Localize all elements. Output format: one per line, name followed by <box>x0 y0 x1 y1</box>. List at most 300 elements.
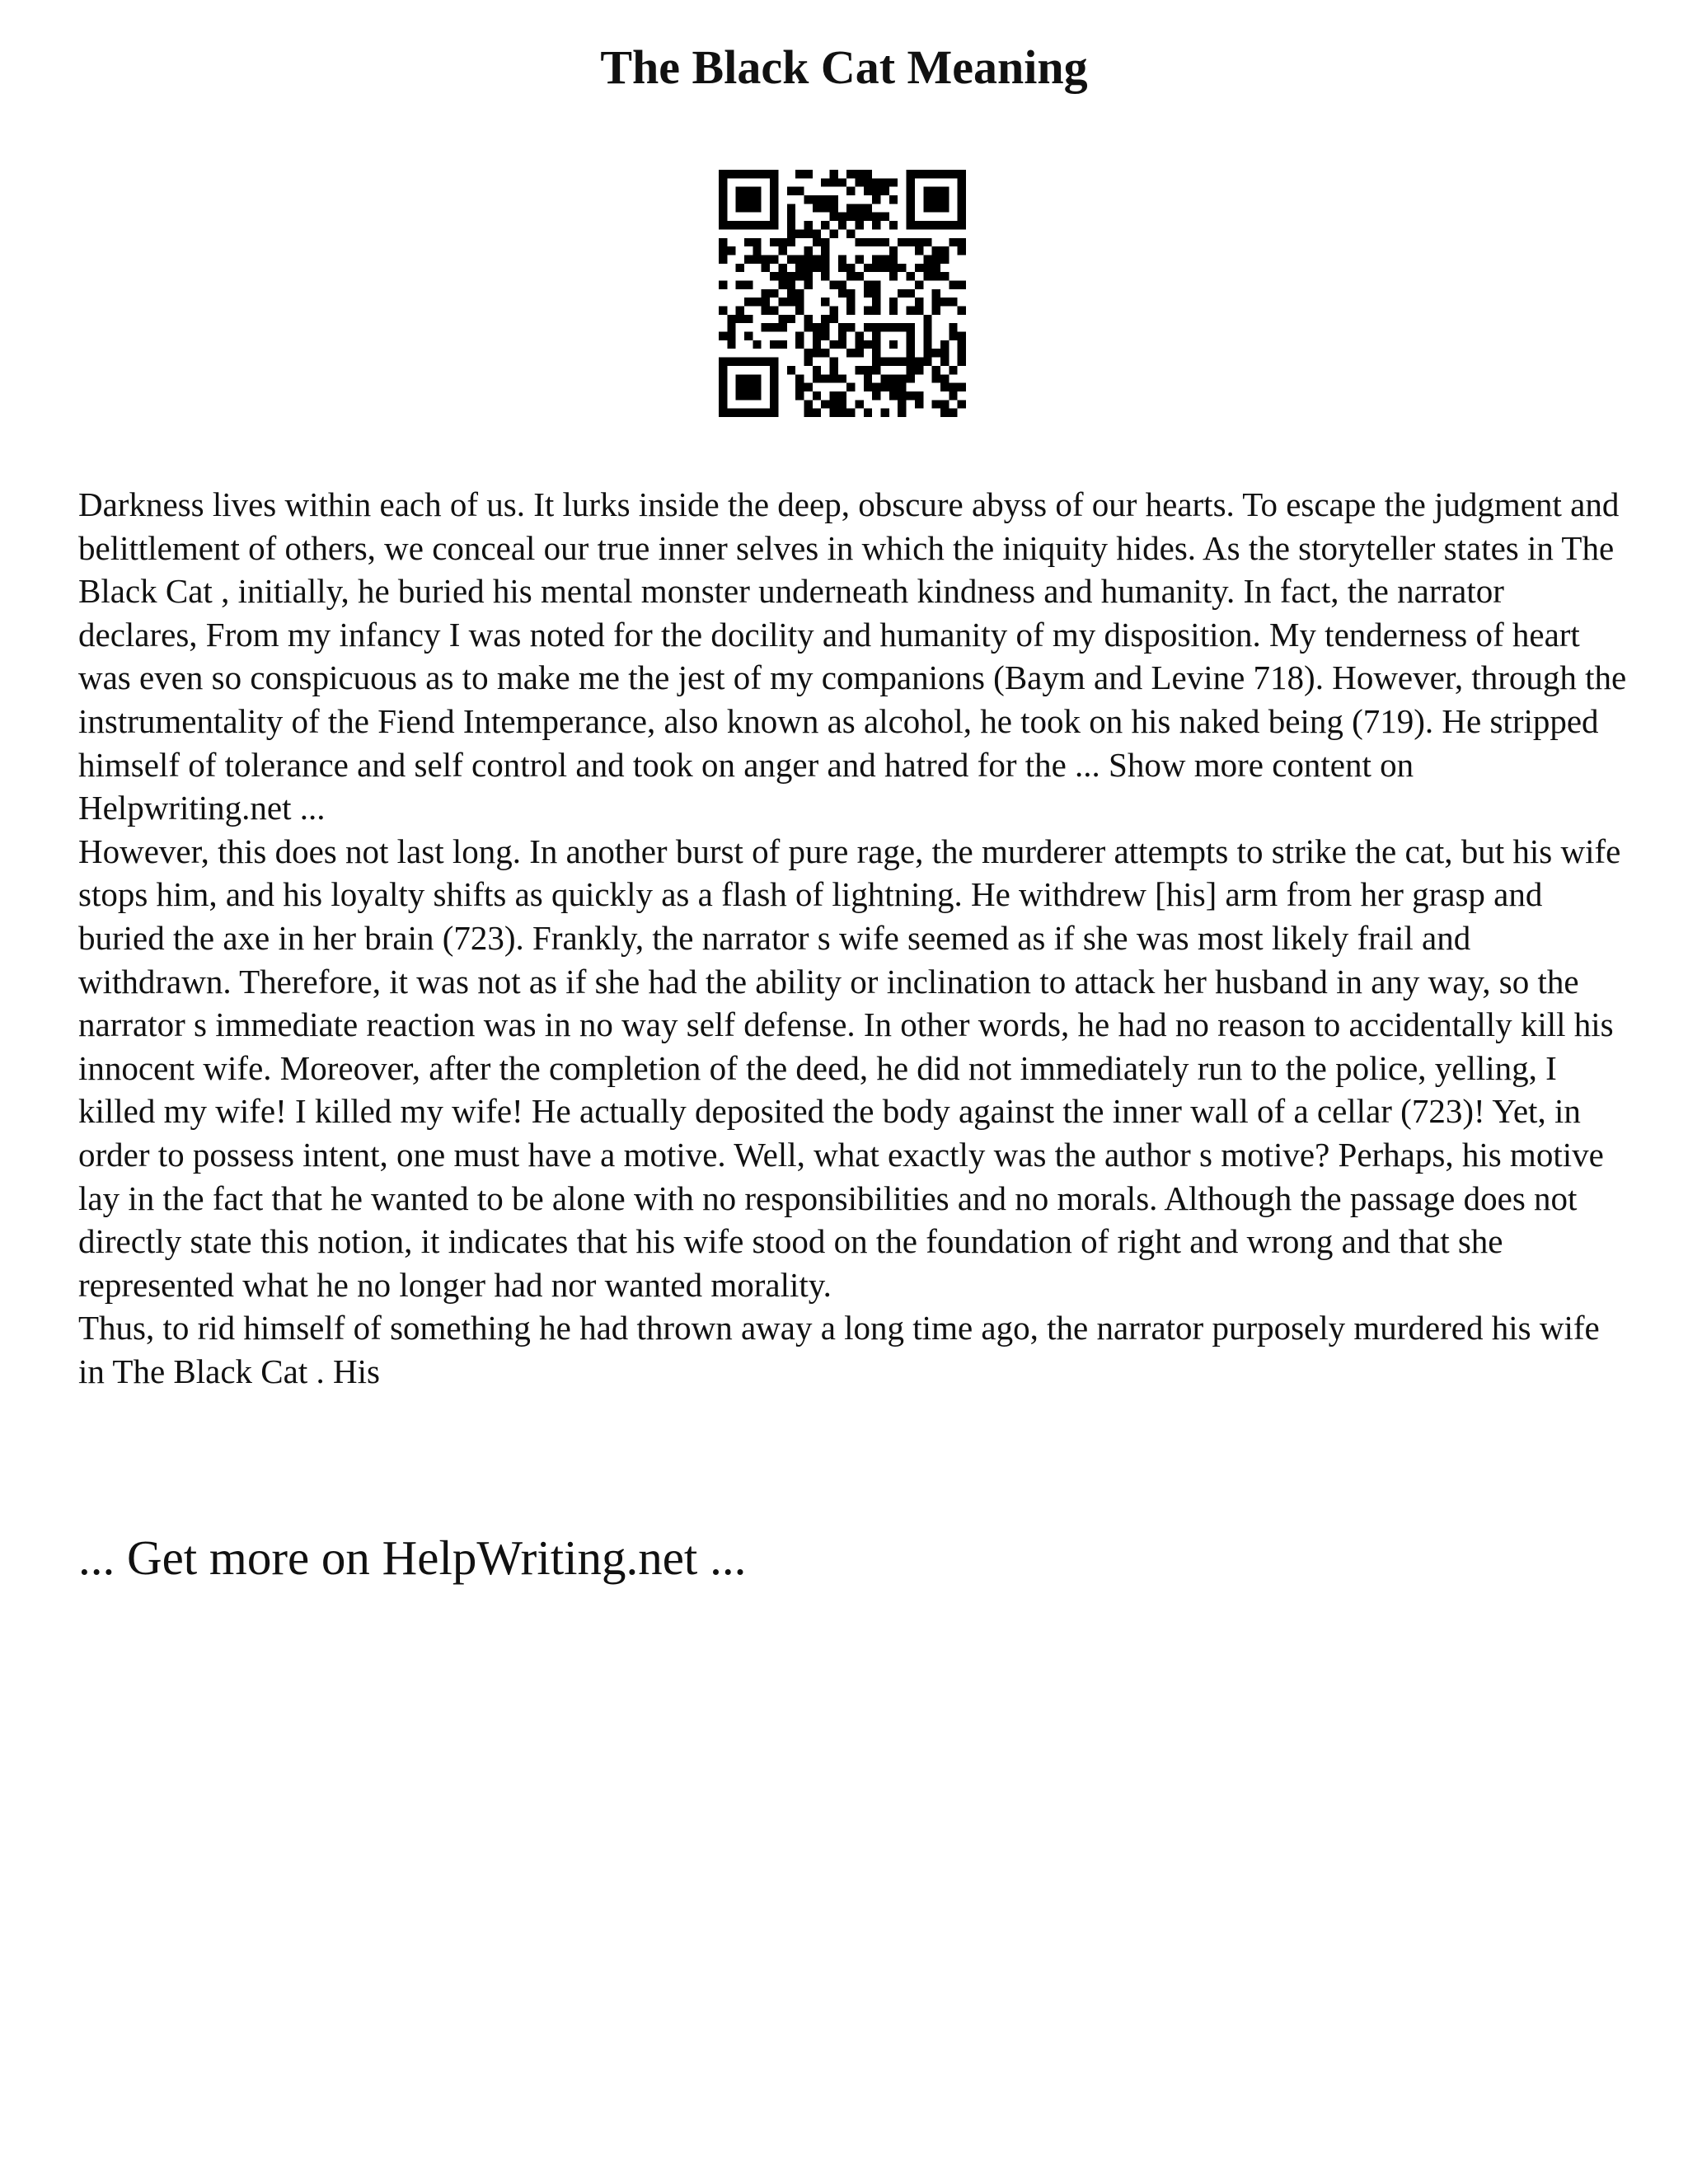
qr-module <box>719 358 727 366</box>
qr-module <box>958 358 966 366</box>
qr-module <box>719 170 727 178</box>
qr-module <box>838 323 846 331</box>
qr-module <box>846 383 855 391</box>
qr-module <box>813 229 821 237</box>
qr-module <box>753 170 761 178</box>
qr-module <box>744 280 753 288</box>
qr-module <box>898 409 906 417</box>
qr-module <box>923 195 931 204</box>
qr-module <box>932 264 940 272</box>
qr-module <box>846 349 855 357</box>
paragraph-2: However, this does not last long. In another burst of pure rage, the murderer attempts to strike the cat, but his wife stops him, and his loyalty shifts as quickly as a flash of lightning. He withdrew [his] arm from her grasp and buried the axe in her brain (723). Frankly, the narrator s wife seemed as if she was most likely frail and withdrawn. Therefore, it was not as if she had the ability or inclination to attack her husband in any way, so the narrator s immediate reaction was in no way self defense. In other words, he had no reason to accidentally kill his innocent wife. Moreover, after the completion of the deed, he did not immediately run to the police, yelling, I killed my wife! I killed my wife! He actually deposited the body against the inner wall of a cellar (723)! Yet, in order to possess intent, one must have a motive. Well, what exactly was the author s motive? Perhaps, his motive lay in the fact that he wanted to be alone with no responsibilities and no morals. Although the passage does not directly state this notion, it indicates that his wife stood on the foundation of right and wrong and that she represented what he no longer had nor wanted morality. <box>78 832 1621 1304</box>
qr-module <box>829 400 837 408</box>
qr-module <box>915 238 923 246</box>
qr-module <box>872 255 880 263</box>
qr-module <box>898 264 906 272</box>
qr-module <box>770 238 778 246</box>
qr-module <box>804 229 812 237</box>
qr-module <box>762 255 770 263</box>
qr-module <box>753 391 761 400</box>
qr-module <box>856 366 864 374</box>
qr-module <box>813 349 821 357</box>
qr-module <box>872 289 880 298</box>
qr-module <box>778 264 786 272</box>
qr-module <box>770 187 778 195</box>
qr-module <box>940 298 949 306</box>
qr-module <box>762 289 770 298</box>
qr-module <box>838 340 846 349</box>
qr-module <box>907 204 915 212</box>
qr-module <box>821 204 829 212</box>
qr-module <box>949 238 957 246</box>
qr-module <box>881 255 889 263</box>
qr-module <box>736 409 744 417</box>
qr-module <box>778 246 786 255</box>
qr-module <box>940 255 949 263</box>
qr-module <box>932 400 940 408</box>
qr-module <box>795 289 804 298</box>
qr-module <box>770 272 778 280</box>
qr-module <box>762 264 770 272</box>
qr-module <box>829 178 837 186</box>
qr-module <box>753 195 761 204</box>
qr-module <box>719 391 727 400</box>
qr-module <box>881 213 889 221</box>
qr-module <box>872 332 880 340</box>
qr-module <box>846 298 855 306</box>
qr-module <box>923 272 931 280</box>
qr-module <box>821 400 829 408</box>
qr-module <box>829 195 837 204</box>
qr-module <box>907 366 915 374</box>
qr-module <box>949 298 957 306</box>
qr-module <box>744 195 753 204</box>
qr-module <box>872 298 880 306</box>
qr-module <box>804 358 812 366</box>
qr-module <box>829 213 837 221</box>
qr-module <box>958 383 966 391</box>
qr-module <box>727 221 735 229</box>
qr-module <box>907 213 915 221</box>
qr-module <box>813 340 821 349</box>
qr-module <box>915 246 923 255</box>
qr-module <box>889 195 898 204</box>
qr-module <box>821 255 829 263</box>
qr-module <box>736 204 744 212</box>
qr-module <box>778 340 786 349</box>
qr-module <box>770 391 778 400</box>
qr-module <box>872 213 880 221</box>
qr-module <box>923 323 931 331</box>
qr-module <box>856 400 864 408</box>
qr-module <box>923 358 931 366</box>
qr-module <box>829 280 837 288</box>
qr-module <box>940 204 949 212</box>
qr-module <box>829 358 837 366</box>
qr-module <box>846 213 855 221</box>
qr-module <box>829 366 837 374</box>
qr-module <box>907 289 915 298</box>
qr-module <box>770 366 778 374</box>
qr-module <box>932 195 940 204</box>
qr-module <box>719 374 727 382</box>
qr-module <box>762 323 770 331</box>
qr-module <box>872 358 880 366</box>
qr-module <box>719 255 727 263</box>
qr-module <box>787 315 795 323</box>
qr-module <box>958 170 966 178</box>
qr-module <box>940 400 949 408</box>
qr-module <box>821 195 829 204</box>
qr-module <box>787 204 795 212</box>
qr-module <box>838 280 846 288</box>
qr-module <box>770 358 778 366</box>
qr-module <box>846 409 855 417</box>
qr-module <box>795 170 804 178</box>
qr-module <box>795 187 804 195</box>
qr-module <box>821 264 829 272</box>
qr-module <box>804 349 812 357</box>
qr-module <box>821 246 829 255</box>
qr-module <box>889 391 898 400</box>
qr-module <box>872 178 880 186</box>
qr-module <box>821 298 829 306</box>
qr-module <box>872 195 880 204</box>
qr-module <box>958 195 966 204</box>
qr-module <box>753 409 761 417</box>
qr-module <box>898 358 906 366</box>
qr-module <box>762 170 770 178</box>
qr-module <box>949 383 957 391</box>
qr-module <box>829 170 837 178</box>
qr-module <box>940 170 949 178</box>
qr-module <box>795 229 804 237</box>
qr-module <box>889 221 898 229</box>
qr-module <box>932 170 940 178</box>
qr-module <box>856 332 864 340</box>
qr-module <box>795 298 804 306</box>
qr-module <box>753 340 761 349</box>
qr-module <box>923 238 931 246</box>
qr-module <box>778 298 786 306</box>
qr-module <box>838 332 846 340</box>
qr-module <box>821 349 829 357</box>
qr-module <box>907 358 915 366</box>
qr-module <box>770 374 778 382</box>
qr-module <box>889 246 898 255</box>
qr-module <box>907 178 915 186</box>
qr-module <box>872 264 880 272</box>
qr-module <box>838 178 846 186</box>
qr-module <box>804 255 812 263</box>
qr-module <box>898 289 906 298</box>
qr-module <box>813 391 821 400</box>
qr-module <box>753 238 761 246</box>
qr-module <box>940 340 949 349</box>
qr-module <box>821 178 829 186</box>
qr-module <box>864 187 872 195</box>
qr-module <box>736 187 744 195</box>
qr-module <box>762 409 770 417</box>
qr-module <box>770 307 778 315</box>
qr-module <box>864 280 872 288</box>
qr-module <box>923 187 931 195</box>
qr-module <box>889 374 898 382</box>
qr-module <box>787 187 795 195</box>
qr-module <box>932 221 940 229</box>
qr-module <box>872 391 880 400</box>
qr-module <box>958 204 966 212</box>
qr-module <box>864 409 872 417</box>
qr-module <box>864 213 872 221</box>
qr-module <box>727 409 735 417</box>
qr-module <box>736 195 744 204</box>
qr-module <box>846 264 855 272</box>
qr-module <box>770 170 778 178</box>
qr-module <box>821 221 829 229</box>
qr-module <box>821 315 829 323</box>
qr-module <box>872 187 880 195</box>
qr-module <box>898 383 906 391</box>
qr-module <box>829 409 837 417</box>
qr-module <box>795 383 804 391</box>
qr-module <box>907 187 915 195</box>
qr-module <box>744 238 753 246</box>
qr-module <box>881 264 889 272</box>
paragraph-3: Thus, to rid himself of something he had thrown away a long time ago, the narrator purposely murdered his wife in The Black Cat . His <box>78 1309 1600 1390</box>
qr-module <box>907 238 915 246</box>
qr-module <box>838 255 846 263</box>
qr-module <box>736 315 744 323</box>
qr-module <box>940 349 949 357</box>
qr-module <box>719 280 727 288</box>
qr-module <box>804 221 812 229</box>
qr-module <box>940 187 949 195</box>
qr-module <box>949 366 957 374</box>
qr-module <box>719 409 727 417</box>
qr-module <box>838 213 846 221</box>
qr-module <box>915 221 923 229</box>
qr-module <box>744 358 753 366</box>
qr-module <box>889 307 898 315</box>
qr-module <box>736 221 744 229</box>
qr-module <box>829 374 837 382</box>
qr-module <box>787 213 795 221</box>
qr-module <box>864 307 872 315</box>
qr-module <box>813 238 821 246</box>
qr-module <box>829 204 837 212</box>
qr-module <box>770 289 778 298</box>
qr-module <box>864 204 872 212</box>
qr-module <box>932 307 940 315</box>
qr-module <box>736 264 744 272</box>
qr-module <box>719 383 727 391</box>
qr-module <box>736 170 744 178</box>
qr-module <box>787 272 795 280</box>
qr-module <box>804 409 812 417</box>
qr-module <box>889 340 898 349</box>
qr-module <box>940 383 949 391</box>
qr-module <box>872 280 880 288</box>
qr-module <box>804 280 812 288</box>
qr-module <box>889 255 898 263</box>
qr-module <box>940 246 949 255</box>
qr-module <box>838 221 846 229</box>
qr-module <box>881 374 889 382</box>
qr-module <box>881 187 889 195</box>
qr-module <box>795 255 804 263</box>
qr-module <box>881 383 889 391</box>
qr-module <box>727 340 735 349</box>
qr-module <box>907 332 915 340</box>
qr-module <box>787 298 795 306</box>
qr-module <box>829 340 837 349</box>
qr-module <box>856 221 864 229</box>
qr-module <box>856 238 864 246</box>
qr-module <box>770 178 778 186</box>
qr-module <box>915 298 923 306</box>
qr-module <box>753 374 761 382</box>
qr-module <box>778 323 786 331</box>
qr-module <box>770 255 778 263</box>
qr-module <box>846 170 855 178</box>
qr-module <box>872 323 880 331</box>
qr-module <box>864 289 872 298</box>
qr-module <box>838 391 846 400</box>
qr-module <box>795 374 804 382</box>
qr-module <box>923 264 931 272</box>
qr-module <box>940 358 949 366</box>
qr-module <box>881 178 889 186</box>
qr-module <box>744 383 753 391</box>
qr-module <box>838 400 846 408</box>
qr-module <box>872 340 880 349</box>
qr-module <box>907 307 915 315</box>
qr-module <box>795 307 804 315</box>
qr-module <box>923 332 931 340</box>
qr-module <box>949 409 957 417</box>
qr-module <box>719 246 727 255</box>
qr-module <box>932 255 940 263</box>
qr-module <box>719 238 727 246</box>
qr-module <box>940 195 949 204</box>
qr-module <box>770 195 778 204</box>
qr-module <box>932 366 940 374</box>
qr-module <box>923 170 931 178</box>
qr-module <box>856 178 864 186</box>
qr-module <box>770 221 778 229</box>
qr-module <box>838 374 846 382</box>
qr-module <box>736 307 744 315</box>
qr-module <box>872 383 880 391</box>
qr-module <box>753 383 761 391</box>
qr-module <box>804 323 812 331</box>
qr-module <box>736 280 744 288</box>
qr-module <box>795 272 804 280</box>
qr-module <box>744 332 753 340</box>
qr-module <box>940 272 949 280</box>
qr-module <box>958 178 966 186</box>
qr-module <box>727 323 735 331</box>
qr-module <box>719 187 727 195</box>
qr-module <box>804 272 812 280</box>
qr-module <box>932 298 940 306</box>
qr-module <box>770 213 778 221</box>
qr-module <box>787 366 795 374</box>
qr-module <box>856 349 864 357</box>
qr-module <box>958 246 966 255</box>
qr-module <box>907 195 915 204</box>
qr-module <box>804 170 812 178</box>
qr-module <box>727 315 735 323</box>
qr-module <box>719 221 727 229</box>
qr-module <box>881 323 889 331</box>
qr-module <box>719 366 727 374</box>
qr-module <box>753 221 761 229</box>
qr-module <box>958 213 966 221</box>
qr-module <box>898 323 906 331</box>
qr-module <box>949 391 957 400</box>
qr-module <box>804 264 812 272</box>
qr-module <box>856 272 864 280</box>
qr-module <box>770 383 778 391</box>
qr-module <box>846 272 855 280</box>
qr-module <box>753 255 761 263</box>
qr-module <box>940 374 949 382</box>
qr-module <box>881 358 889 366</box>
qr-module <box>762 358 770 366</box>
qr-module <box>864 264 872 272</box>
qr-module <box>744 170 753 178</box>
qr-module <box>719 213 727 221</box>
qr-code-icon <box>719 170 966 417</box>
qr-module <box>787 229 795 237</box>
qr-module <box>949 170 957 178</box>
qr-module <box>864 374 872 382</box>
qr-module <box>898 374 906 382</box>
qr-module <box>813 195 821 204</box>
qr-module <box>915 391 923 400</box>
qr-module <box>727 358 735 366</box>
qr-module <box>856 204 864 212</box>
qr-module <box>795 332 804 340</box>
qr-module <box>856 340 864 349</box>
qr-module <box>958 280 966 288</box>
qr-module <box>787 280 795 288</box>
qr-module <box>744 221 753 229</box>
get-more-link[interactable]: ... Get more on HelpWriting.net ... <box>78 1530 747 1585</box>
qr-module <box>804 315 812 323</box>
qr-module <box>753 187 761 195</box>
qr-module <box>770 340 778 349</box>
qr-module <box>719 204 727 212</box>
qr-module <box>778 272 786 280</box>
qr-module <box>932 289 940 298</box>
qr-module <box>813 323 821 331</box>
qr-module <box>907 374 915 382</box>
qr-module <box>838 289 846 298</box>
qr-module <box>846 289 855 298</box>
qr-module <box>762 307 770 315</box>
qr-module <box>872 221 880 229</box>
qr-module <box>829 307 837 315</box>
qr-code-image[interactable] <box>719 170 966 417</box>
qr-module <box>804 195 812 204</box>
qr-module <box>778 238 786 246</box>
qr-module <box>744 187 753 195</box>
qr-module <box>889 272 898 280</box>
qr-module <box>923 204 931 212</box>
